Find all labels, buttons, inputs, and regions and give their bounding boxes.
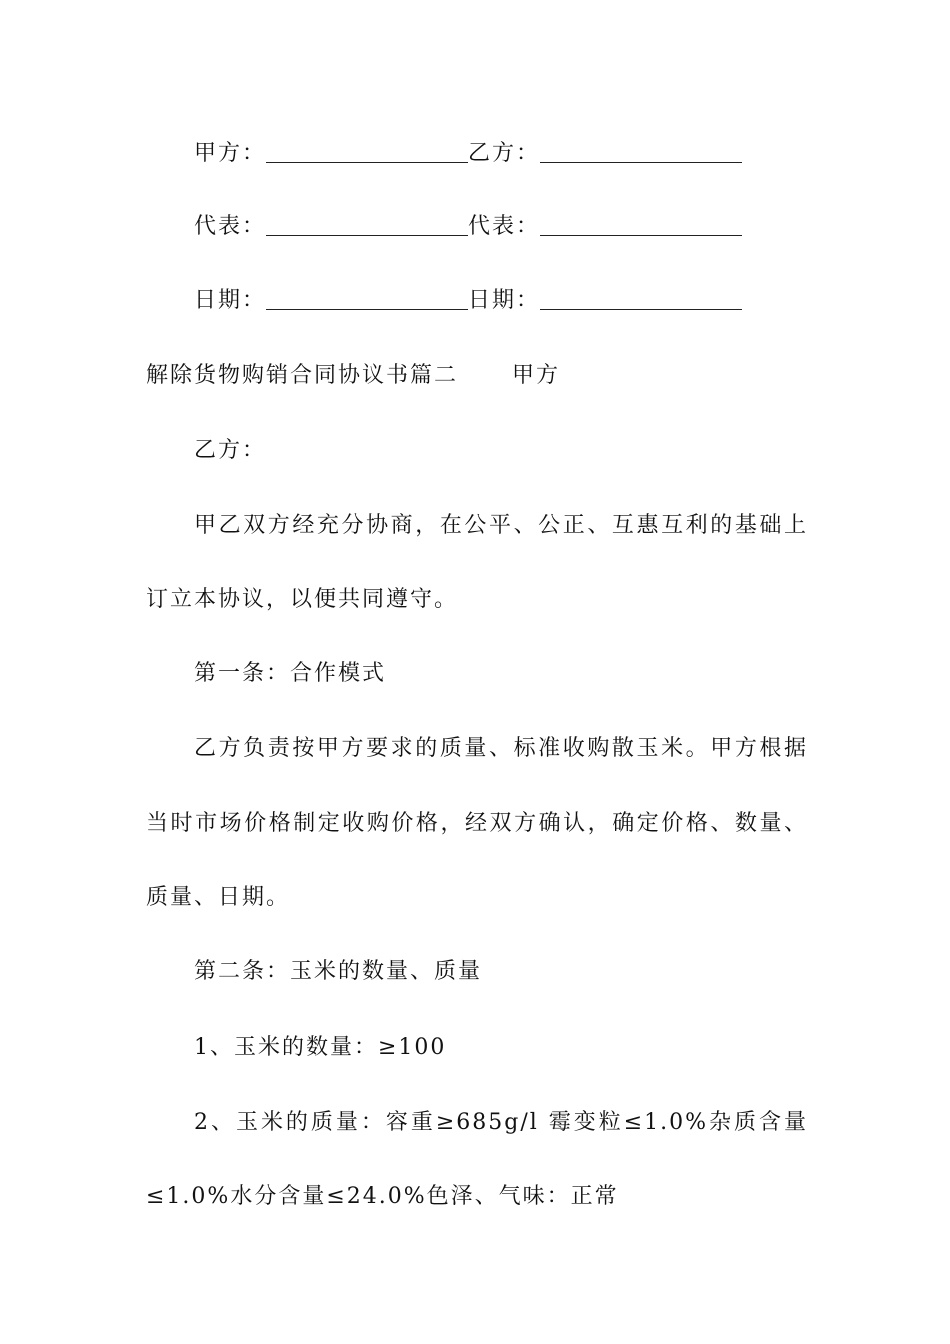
article-1-line-3: 质量、日期。 <box>146 885 291 910</box>
article-1-line-1: 乙方负责按甲方要求的质量、标准收购散玉米。甲方根据 <box>194 736 808 761</box>
section-heading <box>146 361 808 391</box>
party-b-line: 乙方： <box>194 438 267 463</box>
intro-paragraph-line-2: 订立本协议，以便共同遵守。 <box>146 587 459 612</box>
date-b-blank <box>540 287 742 310</box>
item-2-quality-line-1: 2、玉米的质量：容重≥685g/l 霉变粒≤1.0%杂质含量 <box>194 1110 808 1135</box>
rep-b-blank <box>540 213 742 236</box>
intro-paragraph-line-1: 甲乙双方经充分协商，在公平、公正、互惠互利的基础上 <box>194 513 808 538</box>
section-title: 解除货物购销合同协议书篇二 <box>146 363 459 388</box>
date-b-label: 日期： <box>468 288 541 313</box>
party-b-label: 乙方： <box>468 141 541 166</box>
article-1-title: 第一条：合作模式 <box>194 661 387 686</box>
article-2-title: 第二条：玉米的数量、质量 <box>194 959 483 984</box>
party-signature-row <box>194 139 808 169</box>
rep-b-label: 代表： <box>468 214 541 239</box>
representative-row <box>194 212 808 242</box>
party-b-blank <box>540 140 742 163</box>
date-row <box>194 286 808 316</box>
heading-party-a: 甲方 <box>512 363 561 388</box>
party-a-label: 甲方： <box>194 141 267 166</box>
date-a-blank <box>266 287 468 310</box>
rep-a-blank <box>266 213 468 236</box>
rep-a-label: 代表： <box>194 214 267 239</box>
article-1-line-2: 当时市场价格制定收购价格，经双方确认，确定价格、数量、 <box>146 811 808 836</box>
date-a-label: 日期： <box>194 288 267 313</box>
party-a-blank <box>266 140 468 163</box>
item-2-quality-line-2: ≤1.0%水分含量≤24.0%色泽、气味：正常 <box>146 1184 619 1209</box>
item-1-quantity: 1、玉米的数量：≥100 <box>194 1035 447 1060</box>
